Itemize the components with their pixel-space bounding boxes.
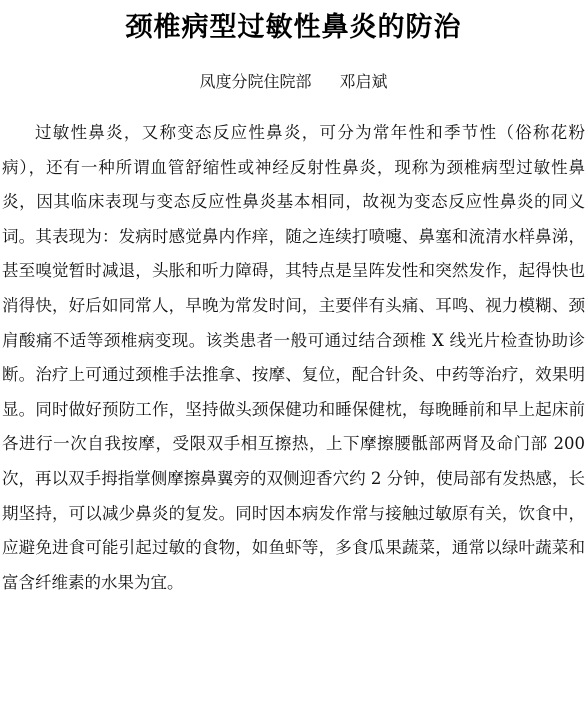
author-affiliation: 凤度分院住院部 <box>199 72 312 91</box>
author-name: 邓启斌 <box>339 72 388 91</box>
article-title: 颈椎病型过敏性鼻炎的防治 <box>125 12 462 43</box>
byline <box>0 68 587 96</box>
body-paragraph: 过敏性鼻炎，又称变态反应性鼻炎，可分为常年性和季节性（俗称花粉病），还有一种所谓血管舒缩性或神经反射性鼻炎，现称为颈椎病型过敏性鼻炎，因其临床表现与变态反应性鼻炎基本相同，故视为变态反应性鼻炎的同义词。其表现为：发病时感觉鼻内作痒，随之连续打喷嚏、鼻塞和流清水样鼻涕，甚至嗅觉暂时减退，头胀和听力障碍，其特点是呈阵发性和突然发作，起得快也消得快，好后如同常人，早晚为常发时间，主要伴有头痛、耳鸣、视力模糊、颈肩酸痛不适等颈椎病变现。该类患者一般可通过结合颈椎 X 线光片检查协助诊断。治疗上可通过颈椎手法推拿、按摩、复位，配合针灸、中药等治疗，效果明显。同时做好预防工作，坚持做头颈保健功和睡保健枕，每晚睡前和早上起床前各进行一次自我按摩，受限双手相互擦热，上下摩擦腰骶部两肾及命门部 200次，再以双手拇指掌侧摩擦鼻翼旁的双侧迎香穴约 2 分钟，使局部有发热感，长期坚持，可以减少鼻炎的复发。同时因本病发作常与接触过敏原有关，饮食中，应避免进食可能引起过敏的食物，如鱼虾等，多食瓜果蔬菜，通常以绿叶蔬菜和富含纤维素的水果为宜。 <box>2 123 585 592</box>
